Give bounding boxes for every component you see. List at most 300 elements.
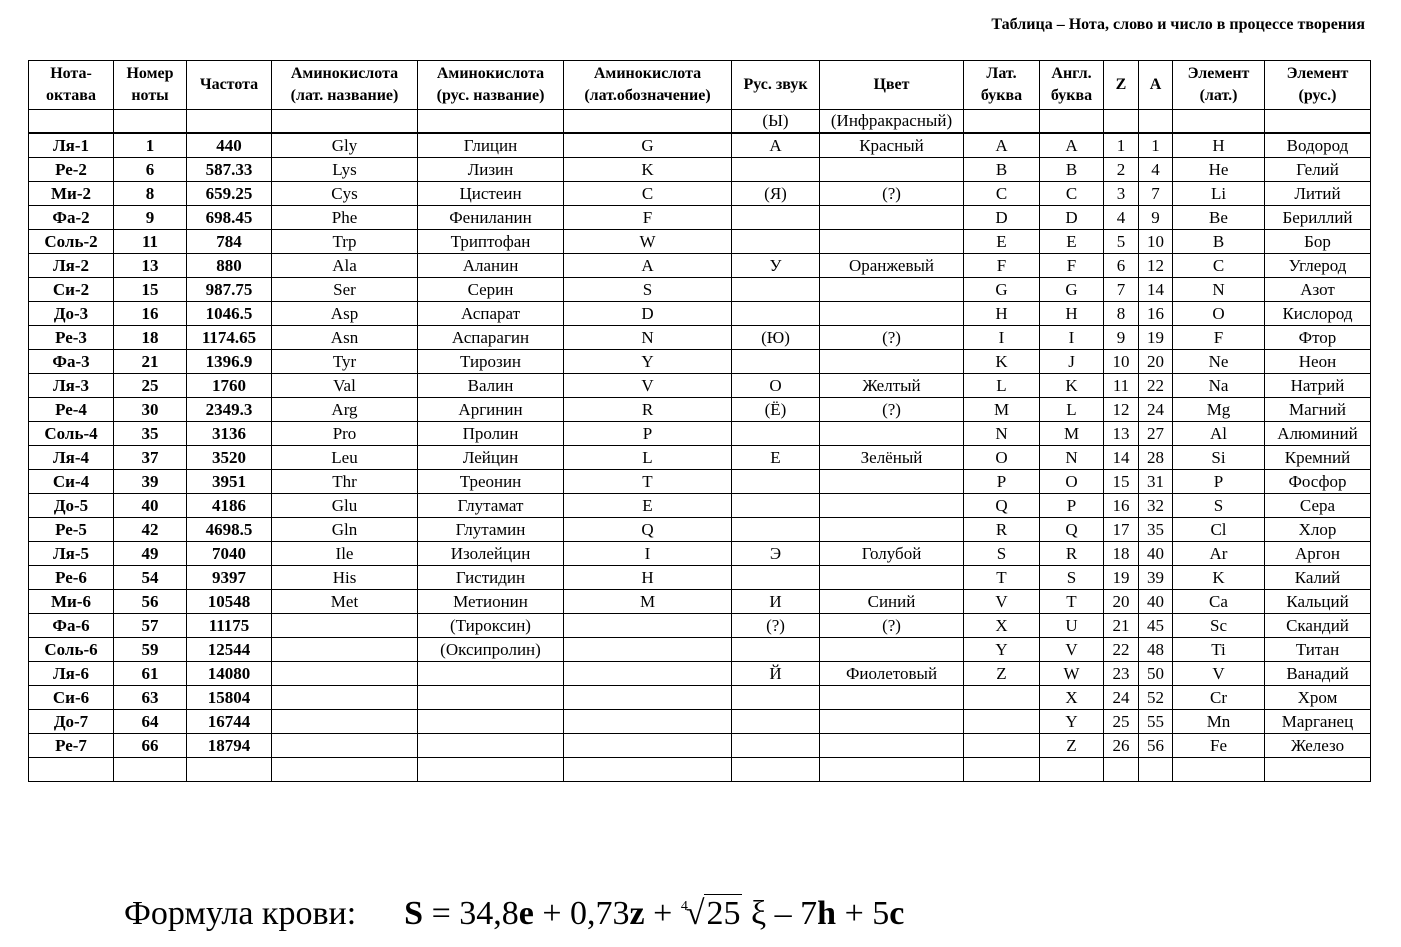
cell-amino-rus-name: Треонин [418, 470, 564, 494]
cell-amino-lat-code [564, 758, 732, 782]
cell-eng-letter: K [1040, 374, 1104, 398]
cell-a: 50 [1139, 662, 1173, 686]
column-header-element-lat: Элемент (лат.) [1173, 61, 1265, 110]
cell-element-rus: Кремний [1265, 446, 1371, 470]
cell-rus-sound [732, 206, 820, 230]
cell-amino-rus-name: Глутамин [418, 518, 564, 542]
cell-color [820, 518, 964, 542]
cell-element-lat: P [1173, 470, 1265, 494]
cell-a: 12 [1139, 254, 1173, 278]
cell-amino-lat-name: Asn [272, 326, 418, 350]
cell-lat-letter: A [964, 133, 1040, 158]
cell-eng-letter: H [1040, 302, 1104, 326]
table-row [29, 326, 1371, 350]
cell-eng-letter: T [1040, 590, 1104, 614]
cell-frequency: 18794 [187, 734, 272, 758]
column-header-note-number: Номер ноты [114, 61, 187, 110]
table-row [29, 446, 1371, 470]
cell-element-lat: F [1173, 326, 1265, 350]
cell-element-lat: Be [1173, 206, 1265, 230]
cell-element-lat [1173, 758, 1265, 782]
table-row [29, 422, 1371, 446]
formula-term-4: ξ – 7 [742, 895, 818, 932]
cell-color: (?) [820, 614, 964, 638]
cell-lat-letter: D [964, 206, 1040, 230]
cell-note-octave: Соль-2 [29, 230, 114, 254]
cell-lat-letter: C [964, 182, 1040, 206]
cell-element-rus: Скандий [1265, 614, 1371, 638]
cell-a: 40 [1139, 542, 1173, 566]
cell-a: 39 [1139, 566, 1173, 590]
cell-amino-lat-code: V [564, 374, 732, 398]
cell-eng-letter: O [1040, 470, 1104, 494]
cell-z: 19 [1104, 566, 1139, 590]
table-row [29, 206, 1371, 230]
cell-amino-rus-name: (Оксипролин) [418, 638, 564, 662]
cell-amino-lat-code [564, 638, 732, 662]
cell-amino-lat-name: Met [272, 590, 418, 614]
cell-note-number: 15 [114, 278, 187, 302]
cell-z: 26 [1104, 734, 1139, 758]
cell-rus-sound [732, 710, 820, 734]
cell-element-lat: Cr [1173, 686, 1265, 710]
subheader-cell-element-rus [1265, 110, 1371, 134]
cell-color: Оранжевый [820, 254, 964, 278]
cell-amino-lat-name: Val [272, 374, 418, 398]
cell-note-number: 56 [114, 590, 187, 614]
subheader-cell-eng-letter [1040, 110, 1104, 134]
subheader-cell-amino-lat-name [272, 110, 418, 134]
cell-element-lat: B [1173, 230, 1265, 254]
table-subheader-row [29, 110, 1371, 134]
cell-rus-sound: У [732, 254, 820, 278]
cell-note-octave: Ре-6 [29, 566, 114, 590]
cell-z: 7 [1104, 278, 1139, 302]
table-row [29, 470, 1371, 494]
cell-amino-lat-name [272, 662, 418, 686]
cell-color: Красный [820, 133, 964, 158]
cell-eng-letter: J [1040, 350, 1104, 374]
cell-z: 24 [1104, 686, 1139, 710]
cell-amino-lat-name: Asp [272, 302, 418, 326]
cell-eng-letter: C [1040, 182, 1104, 206]
formula-z: z [629, 895, 645, 932]
table-row [29, 614, 1371, 638]
cell-frequency: 4698.5 [187, 518, 272, 542]
cell-rus-sound: (Ю) [732, 326, 820, 350]
table-row [29, 638, 1371, 662]
cell-note-octave: Си-2 [29, 278, 114, 302]
cell-note-number: 16 [114, 302, 187, 326]
cell-rus-sound: И [732, 590, 820, 614]
cell-element-rus: Железо [1265, 734, 1371, 758]
cell-note-octave: Ля-6 [29, 662, 114, 686]
cell-amino-lat-code [564, 614, 732, 638]
cell-amino-lat-code [564, 734, 732, 758]
cell-element-lat: Mg [1173, 398, 1265, 422]
cell-a: 1 [1139, 133, 1173, 158]
column-header-element-rus: Элемент (рус.) [1265, 61, 1371, 110]
table-row [29, 302, 1371, 326]
cell-element-lat: Ar [1173, 542, 1265, 566]
cell-amino-lat-code: W [564, 230, 732, 254]
cell-lat-letter: V [964, 590, 1040, 614]
cell-amino-rus-name: Аланин [418, 254, 564, 278]
cell-note-octave: До-7 [29, 710, 114, 734]
subheader-cell-note-octave [29, 110, 114, 134]
cell-lat-letter: Y [964, 638, 1040, 662]
cell-color: Фиолетовый [820, 662, 964, 686]
cell-amino-lat-code: H [564, 566, 732, 590]
cell-amino-rus-name [418, 662, 564, 686]
cell-amino-rus-name [418, 710, 564, 734]
cell-note-number: 11 [114, 230, 187, 254]
cell-amino-lat-name: Glu [272, 494, 418, 518]
cell-eng-letter: L [1040, 398, 1104, 422]
cell-note-octave: Ре-5 [29, 518, 114, 542]
table-row [29, 590, 1371, 614]
cell-element-lat: Fe [1173, 734, 1265, 758]
cell-amino-lat-code: Y [564, 350, 732, 374]
cell-note-octave: До-3 [29, 302, 114, 326]
cell-element-lat: Sc [1173, 614, 1265, 638]
cell-color [820, 734, 964, 758]
cell-color: (?) [820, 182, 964, 206]
cell-rus-sound [732, 422, 820, 446]
cell-note-octave: Фа-2 [29, 206, 114, 230]
subheader-cell-z [1104, 110, 1139, 134]
cell-color [820, 206, 964, 230]
cell-note-number: 9 [114, 206, 187, 230]
cell-rus-sound [732, 518, 820, 542]
cell-eng-letter: Y [1040, 710, 1104, 734]
cell-color: (?) [820, 398, 964, 422]
cell-z: 6 [1104, 254, 1139, 278]
cell-z: 9 [1104, 326, 1139, 350]
column-header-rus-sound: Рус. звук [732, 61, 820, 110]
cell-note-number: 21 [114, 350, 187, 374]
formula-term-5: + 5 [836, 895, 890, 932]
cell-lat-letter: Z [964, 662, 1040, 686]
cell-frequency: 10548 [187, 590, 272, 614]
cell-note-number: 6 [114, 158, 187, 182]
cell-element-lat: Al [1173, 422, 1265, 446]
cell-amino-rus-name: Лейцин [418, 446, 564, 470]
cell-amino-lat-name [272, 614, 418, 638]
cell-z: 13 [1104, 422, 1139, 446]
cell-amino-lat-name: Ala [272, 254, 418, 278]
cell-note-number: 57 [114, 614, 187, 638]
cell-z: 14 [1104, 446, 1139, 470]
cell-frequency: 659.25 [187, 182, 272, 206]
cell-z: 8 [1104, 302, 1139, 326]
cell-color [820, 638, 964, 662]
table-row [29, 158, 1371, 182]
cell-amino-lat-code: S [564, 278, 732, 302]
cell-amino-rus-name: Цистеин [418, 182, 564, 206]
cell-amino-rus-name: Валин [418, 374, 564, 398]
cell-z: 23 [1104, 662, 1139, 686]
cell-note-number: 8 [114, 182, 187, 206]
cell-a: 31 [1139, 470, 1173, 494]
column-header-amino-lat-name: Аминокислота (лат. название) [272, 61, 418, 110]
cell-amino-lat-name: Ser [272, 278, 418, 302]
cell-note-octave: Ми-2 [29, 182, 114, 206]
cell-lat-letter [964, 758, 1040, 782]
cell-lat-letter: T [964, 566, 1040, 590]
cell-amino-lat-code: N [564, 326, 732, 350]
subheader-cell-note-number [114, 110, 187, 134]
formula-c: c [889, 895, 905, 932]
cell-a: 55 [1139, 710, 1173, 734]
cell-element-lat: N [1173, 278, 1265, 302]
cell-note-octave: Ля-3 [29, 374, 114, 398]
cell-amino-rus-name [418, 734, 564, 758]
cell-rus-sound [732, 470, 820, 494]
cell-amino-rus-name: Аспарат [418, 302, 564, 326]
cell-element-lat: Cl [1173, 518, 1265, 542]
cell-note-octave: Ми-6 [29, 590, 114, 614]
cell-element-lat: V [1173, 662, 1265, 686]
cell-element-rus: Бор [1265, 230, 1371, 254]
cell-color [820, 710, 964, 734]
cell-a: 19 [1139, 326, 1173, 350]
cell-rus-sound: (?) [732, 614, 820, 638]
table-row [29, 686, 1371, 710]
cell-element-rus: Алюминий [1265, 422, 1371, 446]
cell-note-number: 18 [114, 326, 187, 350]
cell-frequency: 1760 [187, 374, 272, 398]
cell-rus-sound [732, 638, 820, 662]
cell-a: 35 [1139, 518, 1173, 542]
cell-amino-lat-name [272, 734, 418, 758]
cell-frequency: 698.45 [187, 206, 272, 230]
cell-element-rus: Бериллий [1265, 206, 1371, 230]
cell-frequency: 7040 [187, 542, 272, 566]
cell-z [1104, 758, 1139, 782]
subheader-cell-amino-rus-name [418, 110, 564, 134]
cell-lat-letter: O [964, 446, 1040, 470]
cell-color [820, 758, 964, 782]
cell-a: 28 [1139, 446, 1173, 470]
cell-rus-sound: Э [732, 542, 820, 566]
cell-element-rus: Кальций [1265, 590, 1371, 614]
cell-amino-lat-name: Pro [272, 422, 418, 446]
cell-lat-letter: G [964, 278, 1040, 302]
cell-element-rus: Марганец [1265, 710, 1371, 734]
cell-frequency: 587.33 [187, 158, 272, 182]
cell-amino-rus-name: Триптофан [418, 230, 564, 254]
cell-lat-letter: M [964, 398, 1040, 422]
cell-lat-letter: K [964, 350, 1040, 374]
cell-amino-rus-name [418, 758, 564, 782]
cell-frequency: 880 [187, 254, 272, 278]
table-row [29, 542, 1371, 566]
formula-label: Формула крови: [124, 895, 357, 932]
cell-eng-letter: N [1040, 446, 1104, 470]
cell-amino-rus-name: Фениланин [418, 206, 564, 230]
cell-eng-letter: P [1040, 494, 1104, 518]
column-header-amino-lat-code: Аминокислота (лат.обозначение) [564, 61, 732, 110]
cell-eng-letter [1040, 758, 1104, 782]
cell-color: (?) [820, 326, 964, 350]
cell-element-lat: H [1173, 133, 1265, 158]
cell-amino-lat-name: Thr [272, 470, 418, 494]
cell-rus-sound: А [732, 133, 820, 158]
cell-element-lat: Ca [1173, 590, 1265, 614]
cell-eng-letter: Q [1040, 518, 1104, 542]
cell-element-rus: Магний [1265, 398, 1371, 422]
cell-note-number: 49 [114, 542, 187, 566]
cell-amino-rus-name: Аспарагин [418, 326, 564, 350]
cell-amino-lat-name [272, 710, 418, 734]
cell-amino-rus-name: Метионин [418, 590, 564, 614]
cell-amino-rus-name: Гистидин [418, 566, 564, 590]
cell-element-rus: Калий [1265, 566, 1371, 590]
cell-a: 14 [1139, 278, 1173, 302]
table-row [29, 758, 1371, 782]
cell-amino-lat-name [272, 638, 418, 662]
cell-note-octave: Си-4 [29, 470, 114, 494]
cell-a: 9 [1139, 206, 1173, 230]
blood-formula [124, 895, 904, 933]
cell-amino-lat-code [564, 710, 732, 734]
cell-z: 16 [1104, 494, 1139, 518]
cell-element-rus: Водород [1265, 133, 1371, 158]
cell-lat-letter [964, 710, 1040, 734]
cell-color: Зелёный [820, 446, 964, 470]
cell-color [820, 302, 964, 326]
cell-note-number: 54 [114, 566, 187, 590]
cell-rus-sound: Е [732, 446, 820, 470]
cell-a: 48 [1139, 638, 1173, 662]
cell-rus-sound [732, 302, 820, 326]
cell-note-octave: Ре-3 [29, 326, 114, 350]
cell-frequency: 3951 [187, 470, 272, 494]
table-row [29, 182, 1371, 206]
cell-a: 10 [1139, 230, 1173, 254]
cell-element-rus [1265, 758, 1371, 782]
cell-amino-rus-name [418, 686, 564, 710]
cell-rus-sound [732, 350, 820, 374]
cell-lat-letter: R [964, 518, 1040, 542]
cell-note-number: 63 [114, 686, 187, 710]
cell-rus-sound [732, 686, 820, 710]
cell-element-lat: Na [1173, 374, 1265, 398]
cell-frequency: 16744 [187, 710, 272, 734]
column-header-a: A [1139, 61, 1173, 110]
cell-amino-lat-code: M [564, 590, 732, 614]
cell-frequency: 11175 [187, 614, 272, 638]
cell-frequency: 15804 [187, 686, 272, 710]
cell-note-number: 13 [114, 254, 187, 278]
cell-amino-rus-name: Лизин [418, 158, 564, 182]
cell-note-octave: Соль-6 [29, 638, 114, 662]
cell-eng-letter: E [1040, 230, 1104, 254]
cell-a: 16 [1139, 302, 1173, 326]
cell-amino-lat-code: L [564, 446, 732, 470]
cell-amino-lat-name: Lys [272, 158, 418, 182]
cell-amino-lat-code: R [564, 398, 732, 422]
cell-color [820, 566, 964, 590]
cell-eng-letter: W [1040, 662, 1104, 686]
cell-rus-sound: (Я) [732, 182, 820, 206]
column-header-note-octave: Нота- октава [29, 61, 114, 110]
table-row [29, 398, 1371, 422]
cell-color: Голубой [820, 542, 964, 566]
cell-note-octave: Си-6 [29, 686, 114, 710]
cell-lat-letter: L [964, 374, 1040, 398]
cell-amino-lat-code: A [564, 254, 732, 278]
cell-element-rus: Фтор [1265, 326, 1371, 350]
formula-h: h [817, 895, 837, 932]
cell-a: 27 [1139, 422, 1173, 446]
cell-amino-lat-code: F [564, 206, 732, 230]
cell-element-lat: S [1173, 494, 1265, 518]
cell-note-octave: Ля-5 [29, 542, 114, 566]
cell-element-lat: Ti [1173, 638, 1265, 662]
cell-a: 24 [1139, 398, 1173, 422]
cell-amino-rus-name: Изолейцин [418, 542, 564, 566]
cell-note-number: 37 [114, 446, 187, 470]
subheader-cell-element-lat [1173, 110, 1265, 134]
cell-amino-lat-code: T [564, 470, 732, 494]
cell-z: 11 [1104, 374, 1139, 398]
table-row [29, 566, 1371, 590]
cell-element-lat: He [1173, 158, 1265, 182]
cell-lat-letter: S [964, 542, 1040, 566]
cell-amino-lat-code [564, 686, 732, 710]
cell-element-rus: Гелий [1265, 158, 1371, 182]
cell-element-lat: Si [1173, 446, 1265, 470]
cell-eng-letter: S [1040, 566, 1104, 590]
cell-frequency: 4186 [187, 494, 272, 518]
table-row [29, 133, 1371, 158]
cell-element-rus: Неон [1265, 350, 1371, 374]
cell-note-number: 59 [114, 638, 187, 662]
cell-lat-letter: X [964, 614, 1040, 638]
cell-eng-letter: R [1040, 542, 1104, 566]
cell-rus-sound: Й [732, 662, 820, 686]
cell-lat-letter: H [964, 302, 1040, 326]
cell-frequency: 1046.5 [187, 302, 272, 326]
cell-lat-letter: Q [964, 494, 1040, 518]
subheader-cell-frequency [187, 110, 272, 134]
cell-amino-rus-name: Аргинин [418, 398, 564, 422]
cell-color [820, 158, 964, 182]
cell-eng-letter: A [1040, 133, 1104, 158]
cell-note-number: 61 [114, 662, 187, 686]
cell-note-number: 1 [114, 133, 187, 158]
cell-lat-letter: F [964, 254, 1040, 278]
cell-amino-lat-name [272, 686, 418, 710]
cell-amino-lat-name: Ile [272, 542, 418, 566]
cell-element-lat: O [1173, 302, 1265, 326]
cell-amino-rus-name: Глутамат [418, 494, 564, 518]
cell-rus-sound [732, 158, 820, 182]
cell-a: 45 [1139, 614, 1173, 638]
cell-element-rus: Сера [1265, 494, 1371, 518]
cell-amino-lat-code: K [564, 158, 732, 182]
cell-lat-letter: E [964, 230, 1040, 254]
root-index: 4 [680, 899, 688, 914]
cell-amino-rus-name: Серин [418, 278, 564, 302]
table-row [29, 734, 1371, 758]
cell-lat-letter: I [964, 326, 1040, 350]
cell-rus-sound: О [732, 374, 820, 398]
cell-amino-lat-name: Cys [272, 182, 418, 206]
cell-color [820, 686, 964, 710]
